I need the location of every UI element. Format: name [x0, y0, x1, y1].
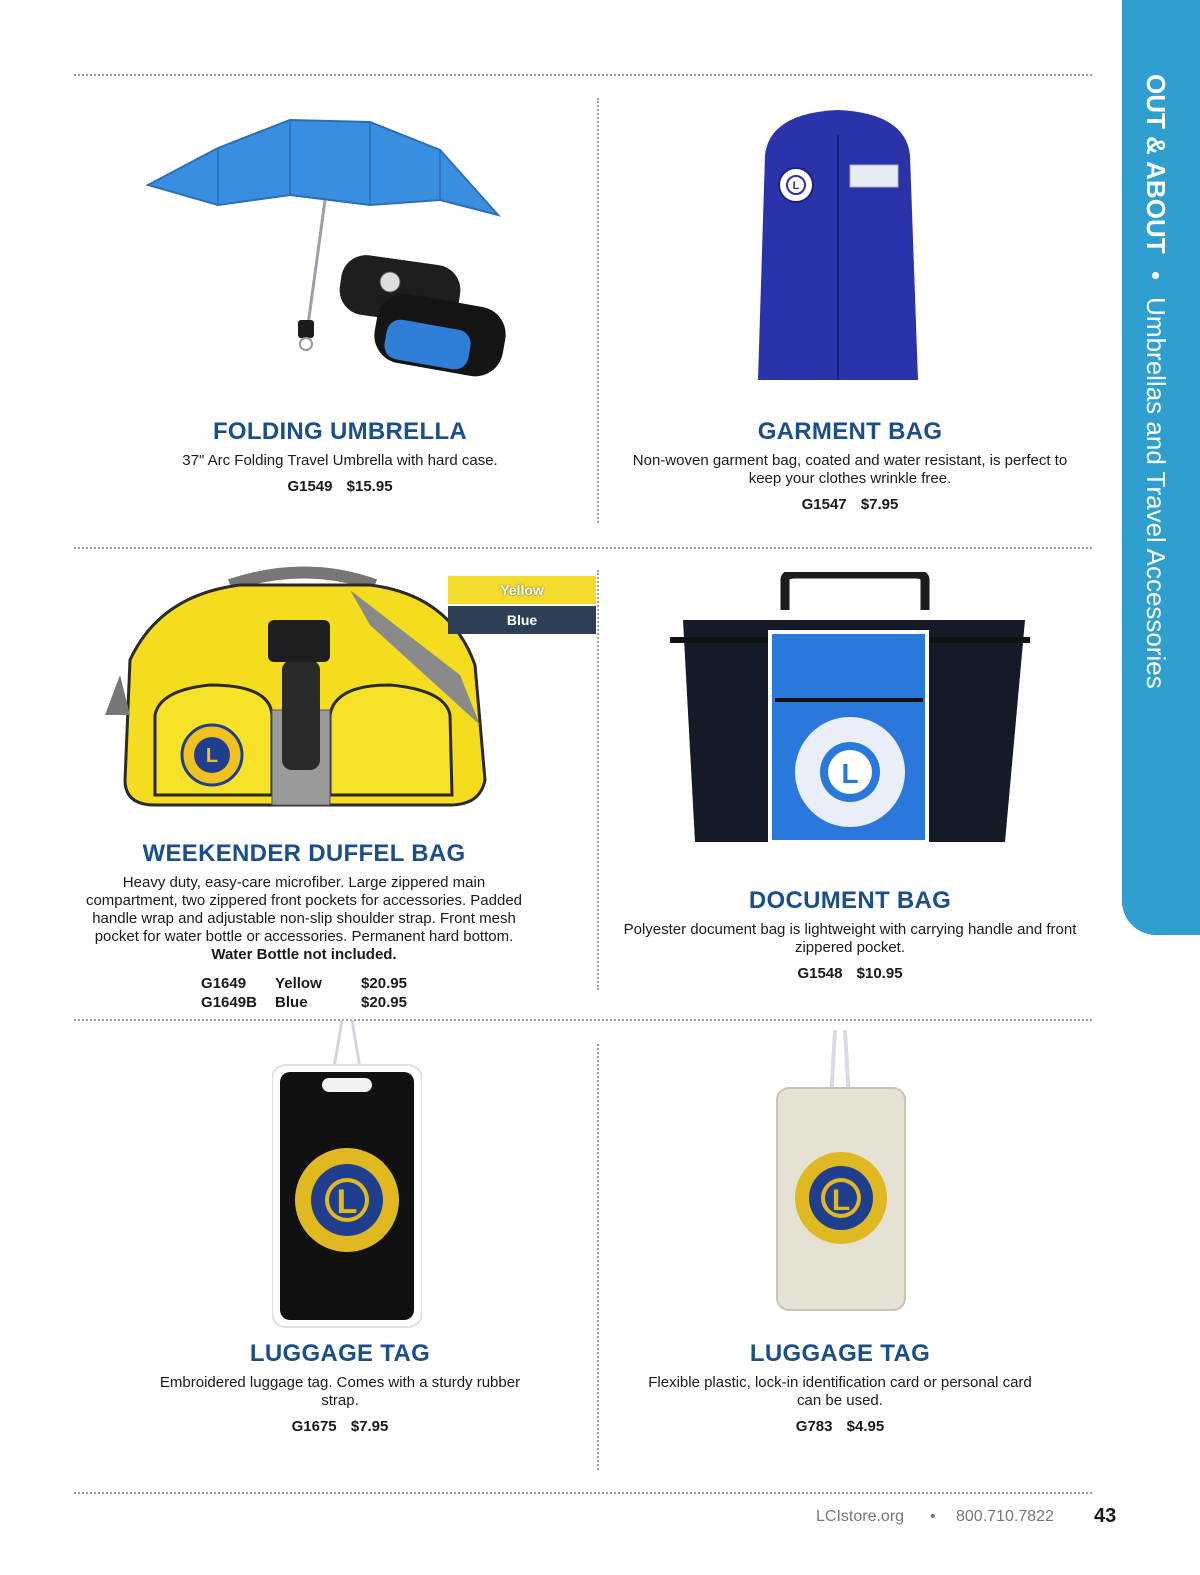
variant-sku: G1649 [201, 975, 247, 992]
product-price: $7.95 [350, 1418, 389, 1435]
product-note: Water Bottle not included. [211, 946, 397, 963]
product-price: $10.95 [856, 965, 903, 982]
column-divider-row3 [597, 1044, 599, 1470]
product-luggage-tag-embroidered [140, 1340, 540, 1435]
svg-text:L: L [205, 745, 219, 767]
page-number: 43 [1094, 1505, 1117, 1527]
footer-phone: 800.710.7822 [956, 1508, 1054, 1525]
variant-price: $20.95 [361, 994, 407, 1011]
footer-bullet: • [930, 1508, 936, 1525]
luggage-tag-embroidered-image [272, 1020, 422, 1328]
side-tab-category: OUT & ABOUT [1141, 74, 1171, 254]
side-tab-separator: • [1141, 270, 1171, 280]
product-description [82, 874, 526, 964]
column-divider-row2 [597, 570, 599, 990]
column-divider-row1 [597, 98, 599, 523]
product-price: $4.95 [846, 1418, 885, 1435]
product-price: $15.95 [346, 478, 393, 495]
product-sku: G1675 [291, 1418, 337, 1435]
product-description-text: Heavy duty, easy-care microfiber. Large zippered main compartment, two zippered front pockets for accessories. Padded handle wrap and adjustable non-slip shoulder strap. Front mesh pocket for water bottle or accessories. Permanent hard bottom. [85, 874, 523, 945]
product-price: $7.95 [860, 496, 899, 513]
product-title: LUGGAGE TAG [249, 1340, 431, 1367]
garment-bag-image [750, 105, 925, 390]
product-description: Embroidered luggage tag. Comes with a sturdy rubber strap. [159, 1374, 521, 1409]
divider-row2 [74, 1019, 1092, 1021]
product-title: DOCUMENT BAG [748, 887, 952, 914]
footer-website[interactable]: LCIstore.org [816, 1508, 905, 1525]
product-description: 37" Arc Folding Travel Umbrella with hard case. [182, 452, 498, 469]
product-document-bag [620, 887, 1080, 982]
variant-sku: G1649B [201, 994, 257, 1011]
svg-text:L: L [841, 758, 859, 789]
product-garment-bag [620, 418, 1080, 513]
product-folding-umbrella [90, 418, 590, 495]
divider-top [74, 74, 1092, 76]
product-price-line [620, 965, 1080, 982]
folding-umbrella-image [140, 110, 510, 390]
divider-row1 [74, 547, 1092, 549]
side-tab-text [1143, 74, 1169, 689]
product-sku: G1549 [287, 478, 333, 495]
divider-bottom [74, 1492, 1092, 1494]
product-title: GARMENT BAG [757, 418, 943, 445]
duffel-bag-image [100, 565, 500, 840]
svg-text:L: L [831, 1184, 851, 1217]
product-title: FOLDING UMBRELLA [212, 418, 468, 445]
product-description: Non-woven garment bag, coated and water resistant, is perfect to keep your clothes wrinkle free. [632, 452, 1068, 487]
document-bag-image [665, 572, 1040, 852]
product-description: Polyester document bag is lightweight with carrying handle and front zippered pocket. [623, 921, 1077, 956]
product-sku: G1548 [797, 965, 843, 982]
product-price-line [90, 478, 590, 495]
product-luggage-tag-plastic [640, 1340, 1040, 1435]
variant-row [201, 974, 407, 993]
variant-table [201, 974, 407, 1012]
product-price-line [620, 496, 1080, 513]
svg-text:L: L [336, 1183, 358, 1221]
variant-row [201, 993, 407, 1012]
product-sku: G1547 [801, 496, 847, 513]
product-price-line [140, 1418, 540, 1435]
product-price-line [640, 1418, 1040, 1435]
variant-color: Yellow [275, 975, 322, 992]
variant-price: $20.95 [361, 975, 407, 992]
side-tab-subtitle: Umbrellas and Travel Accessories [1141, 297, 1171, 689]
product-title: WEEKENDER DUFFEL BAG [142, 840, 466, 867]
color-swatch-blue: Blue [448, 606, 596, 634]
product-title: LUGGAGE TAG [749, 1340, 931, 1367]
variant-color: Blue [275, 994, 308, 1011]
product-duffel-bag [82, 840, 526, 1012]
product-description: Flexible plastic, lock-in identification card or personal card can be used. [648, 1374, 1032, 1409]
color-swatch-yellow: Yellow [448, 576, 596, 604]
luggage-tag-plastic-image [775, 1030, 907, 1312]
svg-text:L: L [792, 180, 800, 192]
product-sku: G783 [795, 1418, 833, 1435]
